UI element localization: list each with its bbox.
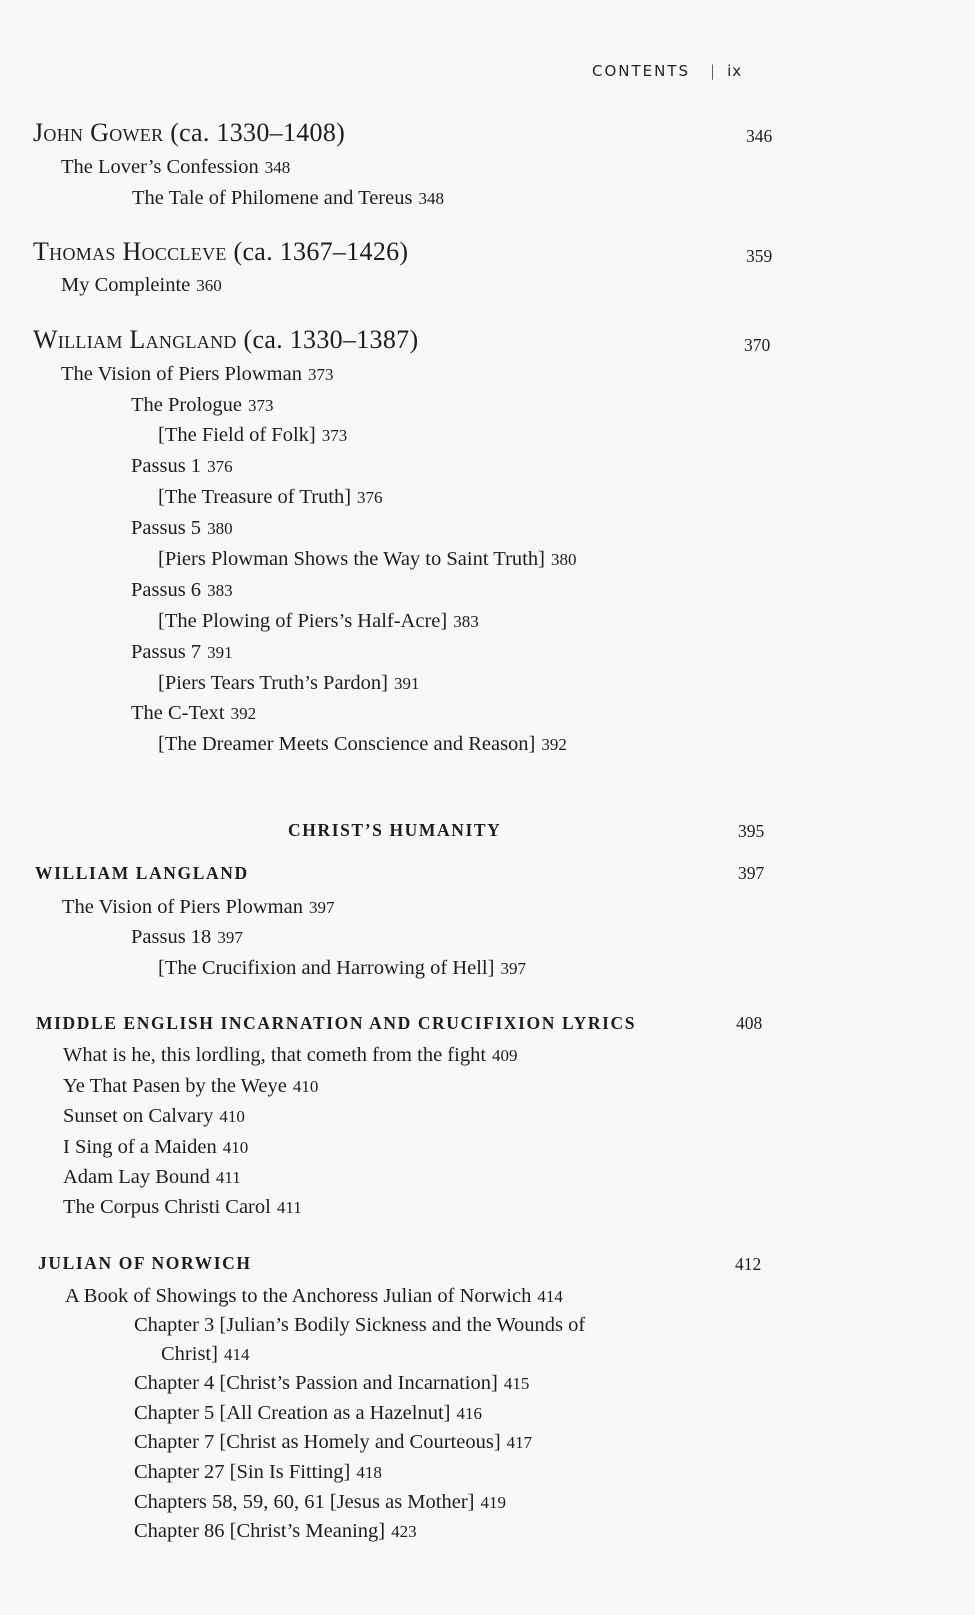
entry-title: The Lover’s Confession xyxy=(61,156,259,178)
toc-entry xyxy=(134,1490,506,1515)
entry-title: Chapter 5 [All Creation as a Hazelnut] xyxy=(134,1402,451,1424)
toc-entry xyxy=(158,956,526,981)
entry-title: [The Treasure of Truth] xyxy=(158,486,352,508)
header-label: CONTENTS xyxy=(592,62,691,80)
toc-entry xyxy=(134,1460,382,1485)
toc-entry xyxy=(63,1165,241,1190)
author-page: 408 xyxy=(736,1013,763,1033)
toc-entry xyxy=(158,671,419,696)
entry-title: [Piers Tears Truth’s Pardon] xyxy=(158,672,388,694)
author-dates: (ca. 1367–1426) xyxy=(233,237,409,266)
author-heading xyxy=(33,118,345,148)
entry-title: I Sing of a Maiden xyxy=(63,1136,217,1158)
entry-title: Passus 18 xyxy=(131,926,212,948)
entry-page: 410 xyxy=(222,1138,249,1157)
entry-title: Passus 5 xyxy=(131,517,202,539)
entry-title: Chapter 27 [Sin Is Fitting] xyxy=(134,1461,351,1483)
entry-page: 411 xyxy=(215,1168,241,1187)
toc-entry xyxy=(134,1313,585,1337)
entry-title: My Compleinte xyxy=(61,274,191,296)
entry-title: Chapter 4 [Christ’s Passion and Incarnation] xyxy=(134,1372,498,1394)
toc-entry xyxy=(131,640,233,665)
toc-entry xyxy=(131,516,233,541)
entry-page: 414 xyxy=(223,1345,250,1364)
entry-title: The Corpus Christi Carol xyxy=(63,1196,271,1218)
toc-entry xyxy=(63,1104,245,1129)
toc-entry xyxy=(63,1043,518,1068)
toc-entry xyxy=(63,1195,302,1220)
author-name: William Langland xyxy=(33,325,237,354)
toc-entry xyxy=(134,1401,482,1426)
entry-page: 392 xyxy=(230,704,257,723)
author-page: 397 xyxy=(738,863,765,883)
entry-title: The Vision of Piers Plowman xyxy=(62,896,303,918)
author-name: John Gower xyxy=(33,118,164,147)
entry-title: [The Field of Folk] xyxy=(158,424,316,446)
entry-title: Chapters 58, 59, 60, 61 [Jesus as Mother] xyxy=(134,1491,475,1513)
toc-entry-continued xyxy=(161,1342,249,1367)
entry-page: 383 xyxy=(207,581,233,600)
entry-title: Ye That Pasen by the Weye xyxy=(63,1075,287,1097)
entry-page: 410 xyxy=(292,1077,319,1096)
header-page-number: ix xyxy=(727,62,743,80)
entry-title: The Vision of Piers Plowman xyxy=(61,363,302,385)
author-heading xyxy=(33,325,418,355)
entry-title: The Prologue xyxy=(131,394,243,416)
entry-page: 397 xyxy=(217,928,243,947)
entry-page: 409 xyxy=(492,1046,518,1065)
entry-page: 418 xyxy=(356,1463,382,1482)
entry-title: Adam Lay Bound xyxy=(63,1166,210,1188)
entry-page: 391 xyxy=(207,643,233,662)
toc-entry xyxy=(131,701,256,726)
author-page: 370 xyxy=(744,335,771,355)
entry-title: The C-Text xyxy=(131,702,225,724)
entry-page: 416 xyxy=(456,1404,482,1423)
entry-title: Sunset on Calvary xyxy=(63,1105,214,1127)
toc-entry xyxy=(131,578,233,603)
author-heading: MIDDLE ENGLISH INCARNATION AND CRUCIFIXION LYRICS xyxy=(36,1013,637,1033)
entry-page: 380 xyxy=(207,519,233,538)
toc-entry xyxy=(62,895,334,920)
entry-title: Passus 1 xyxy=(131,455,202,477)
header-separator: | xyxy=(710,62,718,80)
entry-title: A Book of Showings to the Anchoress Julian of Norwich xyxy=(65,1285,532,1307)
author-page: 346 xyxy=(746,126,773,146)
entry-page: 373 xyxy=(321,426,348,445)
author-heading: WILLIAM LANGLAND xyxy=(35,863,249,883)
entry-page: 373 xyxy=(307,365,334,384)
entry-title: Chapter 3 [Julian’s Bodily Sickness and the Wounds of xyxy=(134,1314,586,1336)
entry-title: Chapter 7 [Christ as Homely and Courteous] xyxy=(134,1431,501,1453)
toc-entry xyxy=(158,609,479,634)
entry-page: 373 xyxy=(248,396,274,415)
toc-entry xyxy=(158,423,347,448)
entry-page: 419 xyxy=(480,1493,506,1512)
author-page: 359 xyxy=(746,246,773,266)
toc-entry xyxy=(61,155,290,180)
running-header xyxy=(592,62,792,80)
toc-entry xyxy=(65,1284,563,1309)
entry-title: [Piers Plowman Shows the Way to Saint Truth] xyxy=(158,548,545,570)
entry-title: Passus 7 xyxy=(131,641,202,663)
toc-entry xyxy=(134,1519,417,1544)
author-dates: (ca. 1330–1387) xyxy=(243,325,419,354)
entry-title: [The Dreamer Meets Conscience and Reason] xyxy=(158,733,536,755)
toc-entry xyxy=(158,547,576,572)
entry-page: 376 xyxy=(357,488,383,507)
toc-entry xyxy=(131,454,233,479)
toc-entry xyxy=(131,393,274,418)
toc-entry xyxy=(131,925,243,950)
entry-page: 348 xyxy=(264,158,291,177)
entry-page: 380 xyxy=(550,550,577,569)
entry-page: 391 xyxy=(393,674,420,693)
toc-entry xyxy=(63,1074,318,1099)
entry-title: What is he, this lordling, that cometh from the fight xyxy=(63,1044,487,1066)
toc-entry xyxy=(61,273,222,298)
entry-title: [The Crucifixion and Harrowing of Hell] xyxy=(158,957,495,979)
entry-page: 411 xyxy=(276,1198,302,1217)
author-name: Thomas Hoccleve xyxy=(33,237,227,266)
section-page: 395 xyxy=(738,821,765,841)
entry-page: 392 xyxy=(541,735,567,754)
entry-page: 397 xyxy=(308,898,335,917)
entry-page: 348 xyxy=(418,189,444,208)
entry-page: 417 xyxy=(506,1433,533,1452)
toc-entry xyxy=(63,1135,248,1160)
author-page: 412 xyxy=(735,1254,762,1274)
author-dates: (ca. 1330–1408) xyxy=(170,118,346,147)
entry-title: Chapter 86 [Christ’s Meaning] xyxy=(134,1520,386,1542)
entry-page: 423 xyxy=(391,1522,417,1541)
entry-page: 414 xyxy=(537,1287,563,1306)
entry-page: 376 xyxy=(207,457,233,476)
section-title: CHRIST’S HUMANITY xyxy=(288,820,502,840)
entry-title: Christ] xyxy=(161,1343,218,1365)
entry-page: 383 xyxy=(453,612,479,631)
toc-entry xyxy=(61,362,333,387)
entry-page: 397 xyxy=(500,959,526,978)
toc-entry xyxy=(134,1371,529,1396)
entry-title: Passus 6 xyxy=(131,579,202,601)
entry-page: 360 xyxy=(196,276,222,295)
toc-entry xyxy=(158,485,383,510)
entry-title: The Tale of Philomene and Tereus xyxy=(132,187,413,209)
author-heading: JULIAN OF NORWICH xyxy=(38,1253,252,1273)
toc-entry xyxy=(132,186,444,211)
entry-title: [The Plowing of Piers’s Half-Acre] xyxy=(158,610,448,632)
toc-entry xyxy=(158,732,567,757)
entry-page: 415 xyxy=(503,1374,530,1393)
entry-page: 410 xyxy=(219,1107,245,1126)
toc-entry xyxy=(134,1430,532,1455)
author-heading xyxy=(33,237,408,267)
